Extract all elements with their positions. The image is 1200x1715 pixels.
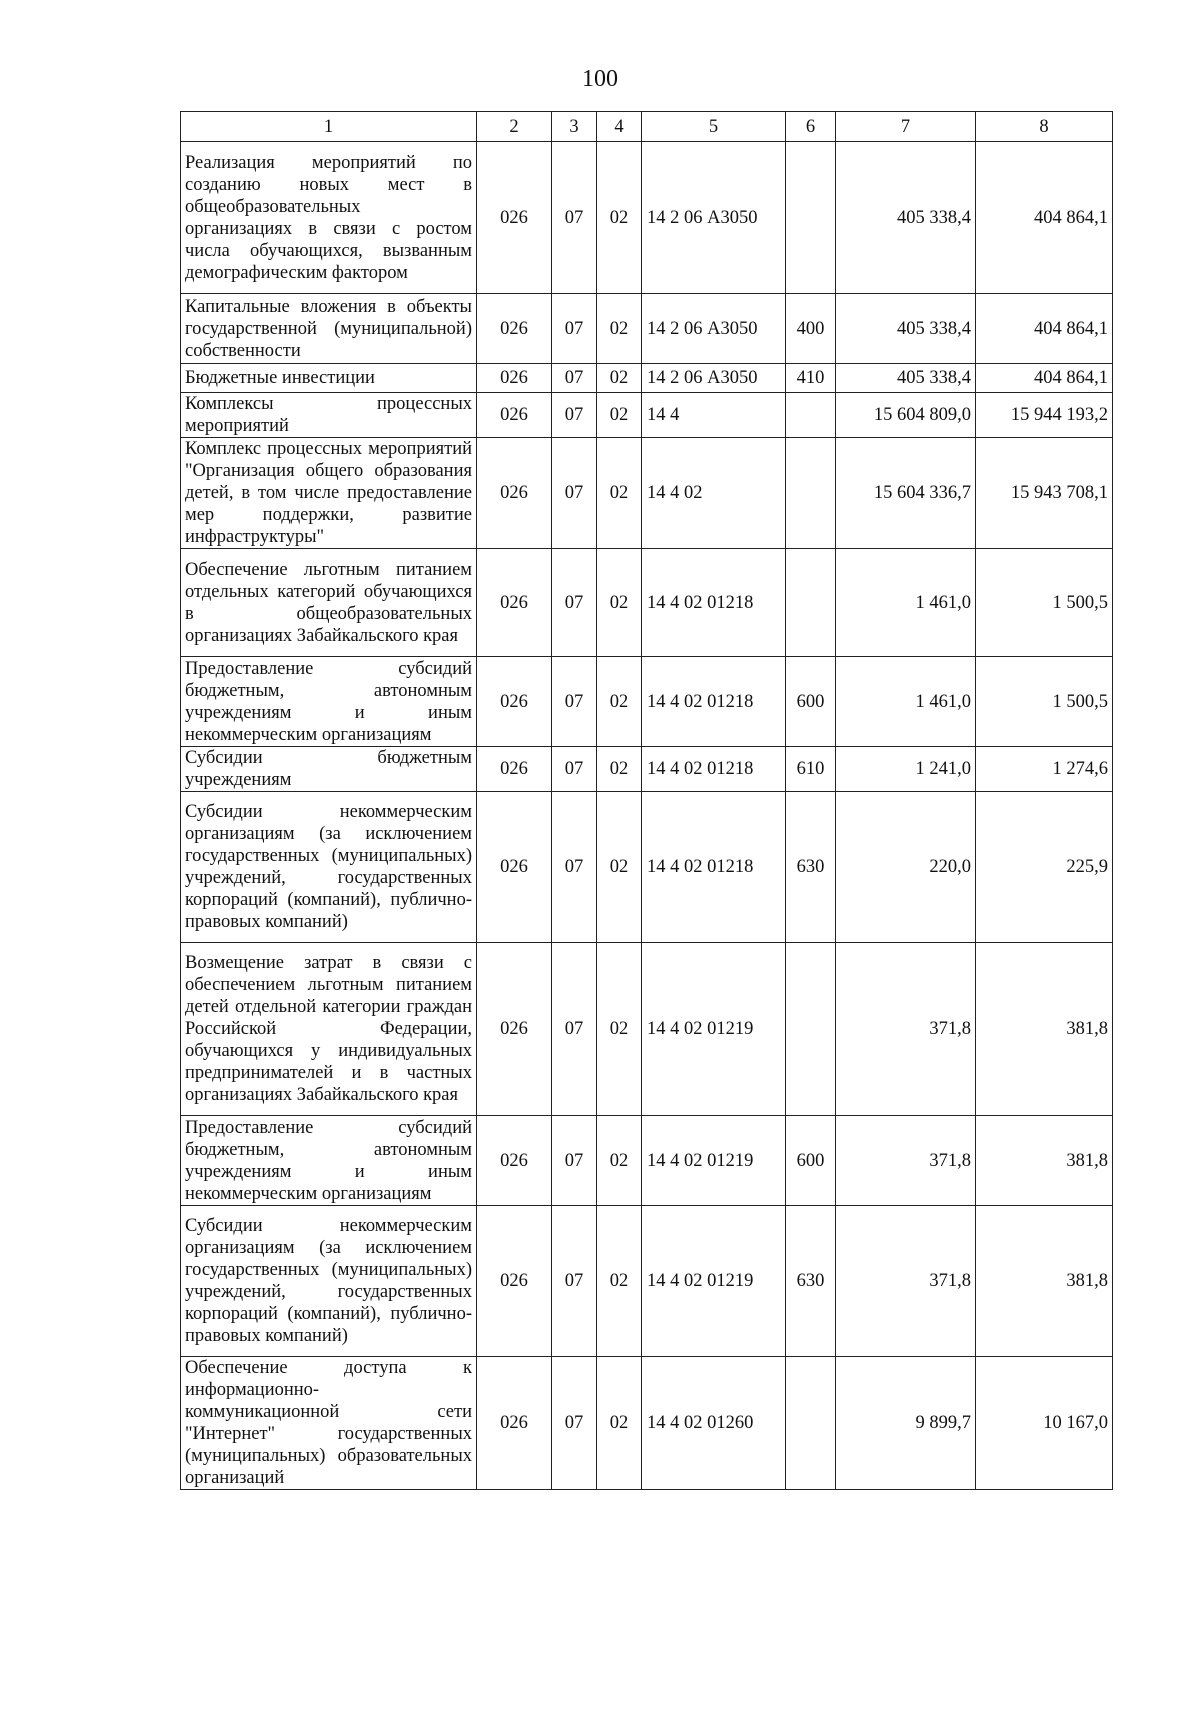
- amount-year1-cell: 1 461,0: [836, 549, 976, 657]
- table-row: [181, 943, 1113, 1116]
- table-row: [181, 142, 1113, 294]
- amount-year2-cell: 1 500,5: [976, 549, 1113, 657]
- row-name-cell: Предоставление субсидий бюджетным, автономным учреждениям и иным некоммерческим организациям: [181, 1116, 477, 1206]
- ministry-code-cell: 026: [477, 438, 552, 549]
- ministry-code-cell: 026: [477, 1116, 552, 1206]
- row-name-cell: Предоставление субсидий бюджетным, автономным учреждениям и иным некоммерческим организациям: [181, 657, 477, 747]
- subsection-cell: 02: [597, 1206, 642, 1357]
- section-cell: 07: [552, 393, 597, 438]
- expense-type-cell: [786, 943, 836, 1116]
- row-name-cell: Бюджетные инвестиции: [181, 364, 477, 393]
- subsection-cell: 02: [597, 294, 642, 364]
- target-article-cell: 14 4 02 01218: [642, 657, 786, 747]
- expense-type-cell: 600: [786, 657, 836, 747]
- section-cell: 07: [552, 943, 597, 1116]
- subsection-cell: 02: [597, 747, 642, 792]
- amount-year1-cell: 371,8: [836, 943, 976, 1116]
- subsection-cell: 02: [597, 549, 642, 657]
- ministry-code-cell: 026: [477, 943, 552, 1116]
- expense-type-cell: [786, 393, 836, 438]
- ministry-code-cell: 026: [477, 549, 552, 657]
- subsection-cell: 02: [597, 1116, 642, 1206]
- target-article-cell: 14 4 02 01219: [642, 1116, 786, 1206]
- column-header: 8: [976, 112, 1113, 142]
- column-header: 3: [552, 112, 597, 142]
- row-name-cell: Комплексы процессных мероприятий: [181, 393, 477, 438]
- page-number: 100: [582, 66, 618, 92]
- subsection-cell: 02: [597, 364, 642, 393]
- target-article-cell: 14 4 02 01219: [642, 1206, 786, 1357]
- table-row: [181, 549, 1113, 657]
- row-name-cell: Субсидии некоммерческим организациям (за исключением государственных (муниципальных) учреждений, государственных корпораций (компаний), публично-правовых компаний): [181, 1206, 477, 1357]
- ministry-code-cell: 026: [477, 364, 552, 393]
- expense-type-cell: [786, 1357, 836, 1490]
- row-name-cell: Субсидии некоммерческим организациям (за исключением государственных (муниципальных) учреждений, государственных корпораций (компаний), публично-правовых компаний): [181, 792, 477, 943]
- ministry-code-cell: 026: [477, 747, 552, 792]
- section-cell: 07: [552, 792, 597, 943]
- amount-year2-cell: 15 944 193,2: [976, 393, 1113, 438]
- section-cell: 07: [552, 657, 597, 747]
- row-name-cell: Капитальные вложения в объекты государственной (муниципальной) собственности: [181, 294, 477, 364]
- amount-year2-cell: 15 943 708,1: [976, 438, 1113, 549]
- expense-type-cell: [786, 142, 836, 294]
- column-header: 5: [642, 112, 786, 142]
- amount-year2-cell: 381,8: [976, 943, 1113, 1116]
- amount-year1-cell: 1 461,0: [836, 657, 976, 747]
- table-row: [181, 393, 1113, 438]
- amount-year1-cell: 9 899,7: [836, 1357, 976, 1490]
- row-name-cell: Обеспечение доступа к информационно-коммуникационной сети "Интернет" государственных (муниципальных) образовательных организаций: [181, 1357, 477, 1490]
- expense-type-cell: 410: [786, 364, 836, 393]
- target-article-cell: 14 4 02: [642, 438, 786, 549]
- amount-year1-cell: 220,0: [836, 792, 976, 943]
- ministry-code-cell: 026: [477, 142, 552, 294]
- row-name-cell: Субсидии бюджетным учреждениям: [181, 747, 477, 792]
- target-article-cell: 14 2 06 А3050: [642, 294, 786, 364]
- amount-year1-cell: 405 338,4: [836, 142, 976, 294]
- amount-year2-cell: 10 167,0: [976, 1357, 1113, 1490]
- ministry-code-cell: 026: [477, 792, 552, 943]
- section-cell: 07: [552, 549, 597, 657]
- subsection-cell: 02: [597, 438, 642, 549]
- amount-year1-cell: 405 338,4: [836, 294, 976, 364]
- subsection-cell: 02: [597, 657, 642, 747]
- ministry-code-cell: 026: [477, 393, 552, 438]
- amount-year1-cell: 371,8: [836, 1116, 976, 1206]
- table-row: [181, 1357, 1113, 1490]
- amount-year2-cell: 1 500,5: [976, 657, 1113, 747]
- target-article-cell: 14 4 02 01218: [642, 792, 786, 943]
- table-header-row: [181, 112, 1113, 142]
- amount-year1-cell: 371,8: [836, 1206, 976, 1357]
- subsection-cell: 02: [597, 142, 642, 294]
- target-article-cell: 14 4 02 01260: [642, 1357, 786, 1490]
- table-row: [181, 1116, 1113, 1206]
- expense-type-cell: 610: [786, 747, 836, 792]
- row-name-cell: Комплекс процессных мероприятий "Организация общего образования детей, в том числе предоставление мер поддержки, развитие инфраструктуры": [181, 438, 477, 549]
- amount-year1-cell: 15 604 336,7: [836, 438, 976, 549]
- expense-type-cell: 400: [786, 294, 836, 364]
- section-cell: 07: [552, 294, 597, 364]
- column-header: 6: [786, 112, 836, 142]
- expense-type-cell: [786, 438, 836, 549]
- section-cell: 07: [552, 1357, 597, 1490]
- section-cell: 07: [552, 1116, 597, 1206]
- amount-year1-cell: 15 604 809,0: [836, 393, 976, 438]
- amount-year2-cell: 1 274,6: [976, 747, 1113, 792]
- column-header: 7: [836, 112, 976, 142]
- amount-year1-cell: 405 338,4: [836, 364, 976, 393]
- table-row: [181, 1206, 1113, 1357]
- section-cell: 07: [552, 142, 597, 294]
- amount-year2-cell: 381,8: [976, 1206, 1113, 1357]
- table-row: [181, 294, 1113, 364]
- column-header: 4: [597, 112, 642, 142]
- target-article-cell: 14 4 02 01218: [642, 549, 786, 657]
- subsection-cell: 02: [597, 792, 642, 943]
- expense-type-cell: 630: [786, 1206, 836, 1357]
- column-header: 2: [477, 112, 552, 142]
- row-name-cell: Обеспечение льготным питанием отдельных категорий обучающихся в общеобразовательных организациях Забайкальского края: [181, 549, 477, 657]
- expense-type-cell: 600: [786, 1116, 836, 1206]
- section-cell: 07: [552, 438, 597, 549]
- table-row: [181, 657, 1113, 747]
- amount-year2-cell: 404 864,1: [976, 294, 1113, 364]
- section-cell: 07: [552, 1206, 597, 1357]
- amount-year2-cell: 404 864,1: [976, 364, 1113, 393]
- amount-year2-cell: 404 864,1: [976, 142, 1113, 294]
- table-row: [181, 364, 1113, 393]
- amount-year2-cell: 225,9: [976, 792, 1113, 943]
- row-name-cell: Реализация мероприятий по созданию новых мест в общеобразовательных организациях в связи с ростом числа обучающихся, вызванным демографическим фактором: [181, 142, 477, 294]
- ministry-code-cell: 026: [477, 1206, 552, 1357]
- target-article-cell: 14 2 06 А3050: [642, 142, 786, 294]
- target-article-cell: 14 2 06 А3050: [642, 364, 786, 393]
- expense-type-cell: [786, 549, 836, 657]
- amount-year2-cell: 381,8: [976, 1116, 1113, 1206]
- amount-year1-cell: 1 241,0: [836, 747, 976, 792]
- table-row: [181, 438, 1113, 549]
- table-row: [181, 792, 1113, 943]
- section-cell: 07: [552, 747, 597, 792]
- target-article-cell: 14 4 02 01219: [642, 943, 786, 1116]
- target-article-cell: 14 4: [642, 393, 786, 438]
- table-row: [181, 747, 1113, 792]
- section-cell: 07: [552, 364, 597, 393]
- subsection-cell: 02: [597, 393, 642, 438]
- column-header: 1: [181, 112, 477, 142]
- ministry-code-cell: 026: [477, 1357, 552, 1490]
- expense-type-cell: 630: [786, 792, 836, 943]
- row-name-cell: Возмещение затрат в связи с обеспечением льготным питанием детей отдельной категории граждан Российской Федерации, обучающихся у индивидуальных предпринимателей и в частных организациях Забайкальского края: [181, 943, 477, 1116]
- subsection-cell: 02: [597, 1357, 642, 1490]
- ministry-code-cell: 026: [477, 657, 552, 747]
- budget-table: [180, 111, 1113, 1490]
- subsection-cell: 02: [597, 943, 642, 1116]
- ministry-code-cell: 026: [477, 294, 552, 364]
- target-article-cell: 14 4 02 01218: [642, 747, 786, 792]
